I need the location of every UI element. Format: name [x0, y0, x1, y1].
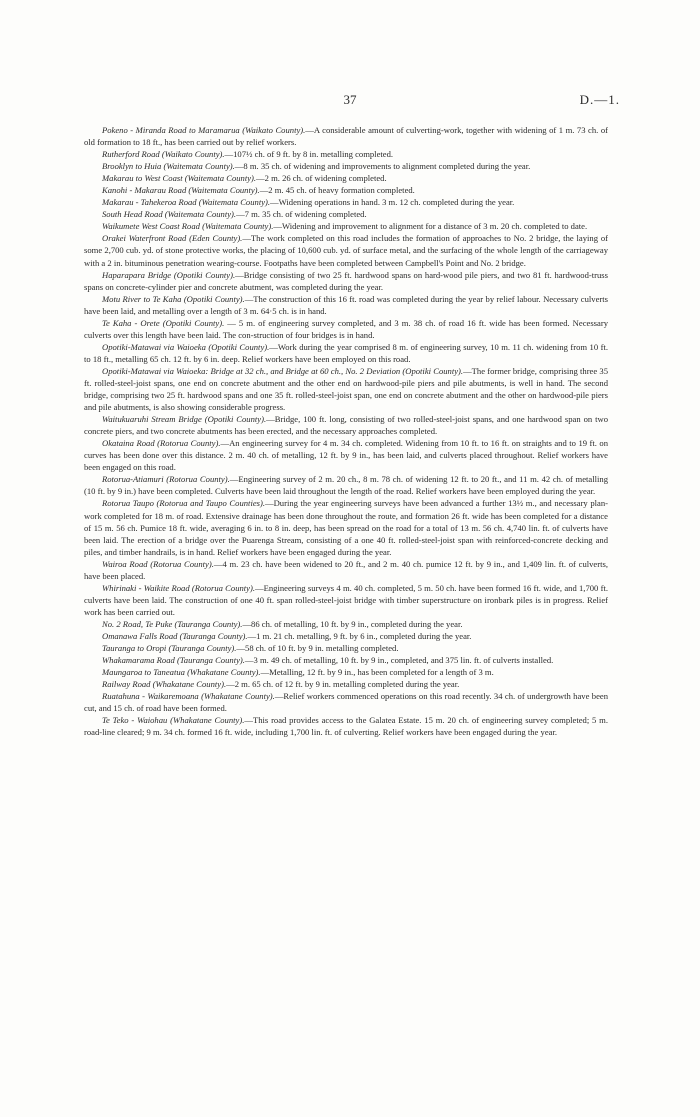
paragraph — [84, 208, 608, 220]
paragraph-title: Wairoa Road (Rotorua County). — [102, 558, 214, 569]
paragraph-body: —Engineering surveys 4 m. 40 ch. completed, 5 m. 50 ch. have been formed 16 ft. wide, and 1,700 ft. culverts have been laid. The construction of one 40 ft. span rolled-steel-joist bridge with timber superstructure on ironbark piles is in progress. Relief work has been carried out. — [84, 582, 608, 617]
paragraph-title: Te Kaha - Orete (Opotiki County). — [102, 317, 225, 328]
paragraph-title: Ruatahuna - Waikaremoana (Whakatane County). — [102, 691, 275, 702]
paragraph-title: Pokeno - Miranda Road to Maramarua (Waikato County). — [102, 125, 306, 135]
paragraph-title: Haparapara Bridge (Opotiki County). — [102, 269, 236, 280]
paragraph-body: —1 m. 21 ch. metalling, 9 ft. by 6 in., completed during the year. — [247, 630, 472, 641]
paragraph — [84, 473, 608, 497]
paragraph-title: Rutherford Road (Waikato County). — [102, 149, 225, 160]
paragraph-title: Brooklyn to Huia (Waitemata County). — [102, 161, 235, 172]
paragraph-title: Motu River to Te Kaha (Opotiki County). — [102, 293, 245, 304]
paragraph — [84, 160, 608, 172]
paragraph-title: Orakei Waterfront Road (Eden County). — [102, 233, 243, 244]
paragraph-body: —2 m. 65 ch. of 12 ft. by 9 in. metalling completed during the year. — [226, 679, 460, 690]
paragraph — [84, 365, 608, 413]
paragraph-body: —Engineering survey of 2 m. 20 ch., 8 m. 78 ch. of widening 12 ft. to 20 ft., and 11 m. 42 ch. of metalling (10 ft. by 9 in.) have been completed. Culverts have been laid throughout the length of the road. Relief workers have been employed during the year. — [84, 474, 608, 497]
paragraph — [84, 196, 608, 208]
paragraph-title: Whakamarama Road (Tauranga County). — [102, 655, 245, 666]
paragraph — [84, 630, 608, 642]
paragraph — [84, 124, 608, 148]
paragraph — [84, 558, 608, 582]
paragraph-body: —Widening and improvement to alignment for a distance of 3 m. 20 ch. completed to date. — [273, 221, 588, 232]
paragraph-body: —Metalling, 12 ft. by 9 in., has been completed for a length of 3 m. — [260, 667, 494, 678]
paragraph-title: Maungaroa to Taneatua (Whakatane County). — [102, 667, 261, 678]
paragraph-body: —107½ ch. of 9 ft. by 8 in. metalling completed. — [224, 149, 394, 160]
document-code: D.—1. — [579, 92, 620, 107]
paragraph — [84, 232, 608, 268]
paragraph — [84, 220, 608, 232]
paragraph-body: —Widening operations in hand. 3 m. 12 ch. completed during the year. — [270, 197, 515, 208]
paragraph — [84, 582, 608, 618]
paragraph — [84, 642, 608, 654]
paragraph-body: —58 ch. of 10 ft. by 9 in. metalling completed. — [236, 643, 399, 654]
paragraph-body: —The construction of this 16 ft. road was completed during the year by relief labour. Necessary culverts have been laid, and metalling over a length of 3 m. 64·5 ch. is in hand. — [84, 293, 608, 316]
paragraph-body: —The former bridge, comprising three 35 ft. rolled-steel-joist spans, one end on concrete abutment and the other end on hardwood-pile piers and pile abutments, is well in hand. The second bridge, comprising two 25 ft. hardwood spans and one 35 ft. rolled-steel-joist span, one end on concrete abutment and the other on hardwood-pile piers and pile abutments, is also showing considerable progress. — [84, 365, 608, 413]
paragraph — [84, 148, 608, 160]
paragraph — [84, 666, 608, 678]
paragraph — [84, 690, 608, 714]
paragraph — [84, 618, 608, 630]
paragraph-title: Okataina Road (Rotorua County). — [102, 438, 221, 449]
paragraph-body: —Bridge, 100 ft. long, consisting of two rolled-steel-joist spans, and one hardwood span on two concrete piers, and two concrete abutments has been erected, and the necessary approaches completed. — [84, 414, 608, 437]
paragraph-body: —2 m. 26 ch. of widening completed. — [256, 173, 387, 184]
paragraph-body: —2 m. 45 ch. of heavy formation completed. — [259, 185, 415, 196]
paragraph-title: Omanawa Falls Road (Tauranga County). — [102, 630, 248, 641]
paragraph-body: —4 m. 23 ch. have been widened to 20 ft., and 2 m. 40 ch. pumice 12 ft. by 9 in., and 1,409 lin. ft. of culverts, have been placed. — [84, 558, 608, 581]
paragraph-title: Rotorua-Atiamuri (Rotorua County). — [102, 474, 230, 485]
paragraph-body: —During the year engineering surveys have been advanced a further 13½ m., and necessary plan-work completed for 18 m. of road. Extensive drainage has been done throughout the route, and formation 26 ft. wide has been completed for a distance of 15 m. 56 ch. Pumice 18 ft. wide, averaging 6 in. to 8 in. deep, has been spread on the road for a total of 13 m. 56 ch. 4,740 lin. ft. of culverts have been laid. The erection of a bridge over the Puarenga Stream, consisting of a one 40 ft. rolled-steel-joist span with reinforced-concrete decking and piles, and timber handrails, is in hand. Relief workers have been engaged during the year. — [84, 498, 608, 557]
paragraph — [84, 341, 608, 365]
paragraph-title: Waikumete West Coast Road (Waitemata County). — [102, 221, 274, 232]
paragraph — [84, 497, 608, 557]
paragraph-title: Railway Road (Whakatane County). — [102, 679, 227, 690]
paragraph-body: —86 ch. of metalling, 10 ft. by 9 in., completed during the year. — [242, 618, 463, 629]
paragraph-body: —Relief workers commenced operations on this road recently. 34 ch. of undergrowth have been cut, and 15 ch. of road have been formed. — [84, 691, 608, 714]
paragraph-title: Tauranga to Oropi (Tauranga County). — [102, 643, 237, 654]
paragraph-title: No. 2 Road, Te Puke (Tauranga County). — [102, 618, 243, 629]
paragraph-title: Te Teko - Waiohau (Whakatane County). — [102, 715, 245, 726]
paragraph-title: Opotiki-Matawai via Waioeka (Opotiki County). — [102, 341, 270, 352]
paragraph-title: Kanohi - Makarau Road (Waitemata County). — [102, 185, 260, 196]
paragraph — [84, 269, 608, 293]
paragraph-title: Opotiki-Matawai via Waioeka: Bridge at 32 ch., and Bridge at 60 ch., No. 2 Deviation (Opotiki County). — [102, 365, 464, 376]
paragraph-body: —8 m. 35 ch. of widening and improvements to alignment completed during the year. — [234, 161, 531, 172]
paragraph-title: Makarau - Tahekeroa Road (Waitemata County). — [102, 197, 271, 208]
paragraph-title: Whirinaki - Waikite Road (Rotorua County). — [102, 582, 256, 593]
paragraph — [84, 413, 608, 437]
paragraph-title: Makarau to West Coast (Waitemata County). — [102, 173, 257, 184]
paragraph — [84, 437, 608, 473]
paragraph-body: —This road provides access to the Galatea Estate. 15 m. 20 ch. of engineering survey completed; 5 m. road-line cleared; 9 m. 34 ch. formed 16 ft. wide, including 1,700 lin. ft. of culverting. Relief workers have been engaged during the year. — [84, 715, 609, 738]
paragraph-body: —7 m. 35 ch. of widening completed. — [236, 209, 367, 220]
paragraph-body: —3 m. 49 ch. of metalling, 10 ft. by 9 in., completed, and 375 lin. ft. of culverts installed. — [244, 655, 554, 666]
paragraph — [84, 678, 608, 690]
paragraph-title: South Head Road (Waitemata County). — [102, 209, 237, 220]
paragraph-title: Rotorua Taupo (Rotorua and Taupo Counties). — [102, 498, 265, 509]
paragraph — [84, 714, 608, 738]
paragraph — [84, 654, 608, 666]
page-header — [80, 92, 620, 112]
paragraph-body: —An engineering survey for 4 m. 34 ch. completed. Widening from 10 ft. to 16 ft. on straights and to 19 ft. on curves has been done over this distance. 2 m. 40 ch. of metalling, 12 ft. by 9 in., has been laid, and culverts placed throughout. Relief workers have been engaged on this road. — [84, 438, 609, 473]
paragraph-body: —Bridge consisting of two 25 ft. hardwood spans on hard-wood pile piers, and two 81 ft. hardwood-truss spans on concrete-cylinder pier and concrete abutment, was completed during the year. — [84, 269, 608, 292]
body-text — [84, 124, 608, 738]
paragraph-body: —A considerable amount of culverting-work, together with widening of 1 m. 73 ch. of old formation to 18 ft., has been carried out by relief workers. — [84, 125, 608, 148]
paragraph — [84, 317, 608, 341]
paragraph — [84, 293, 608, 317]
paragraph-body: —Work during the year comprised 8 m. of engineering survey, 10 m. 11 ch. widening from 10 ft. to 18 ft., metalling 65 ch. 12 ft. by 6 in. deep. Relief workers have been employed on this road. — [84, 341, 608, 364]
paragraph-body: —The work completed on this road includes the formation of approaches to No. 2 bridge, the laying of some 2,700 cub. yd. of stone protective works, the placing of 10,600 cub. yd. of surface metal, and the surfacing of the whole length of the carriageway with a 2 in. bituminous penetration wearing-course. Footpaths have been completed between Campbell's Point and No. 2 bridge. — [84, 233, 609, 268]
paragraph-body: — 5 m. of engineering survey completed, and 3 m. 38 ch. of road 16 ft. wide has been formed. Necessary culverts over this length have been laid. The con-struction of four bridges is in hand. — [84, 317, 608, 340]
paragraph-title: Waitukuaruhi Stream Bridge (Opotiki County). — [102, 414, 267, 425]
page-number: 37 — [343, 92, 357, 107]
paragraph — [84, 184, 608, 196]
paragraph — [84, 172, 608, 184]
